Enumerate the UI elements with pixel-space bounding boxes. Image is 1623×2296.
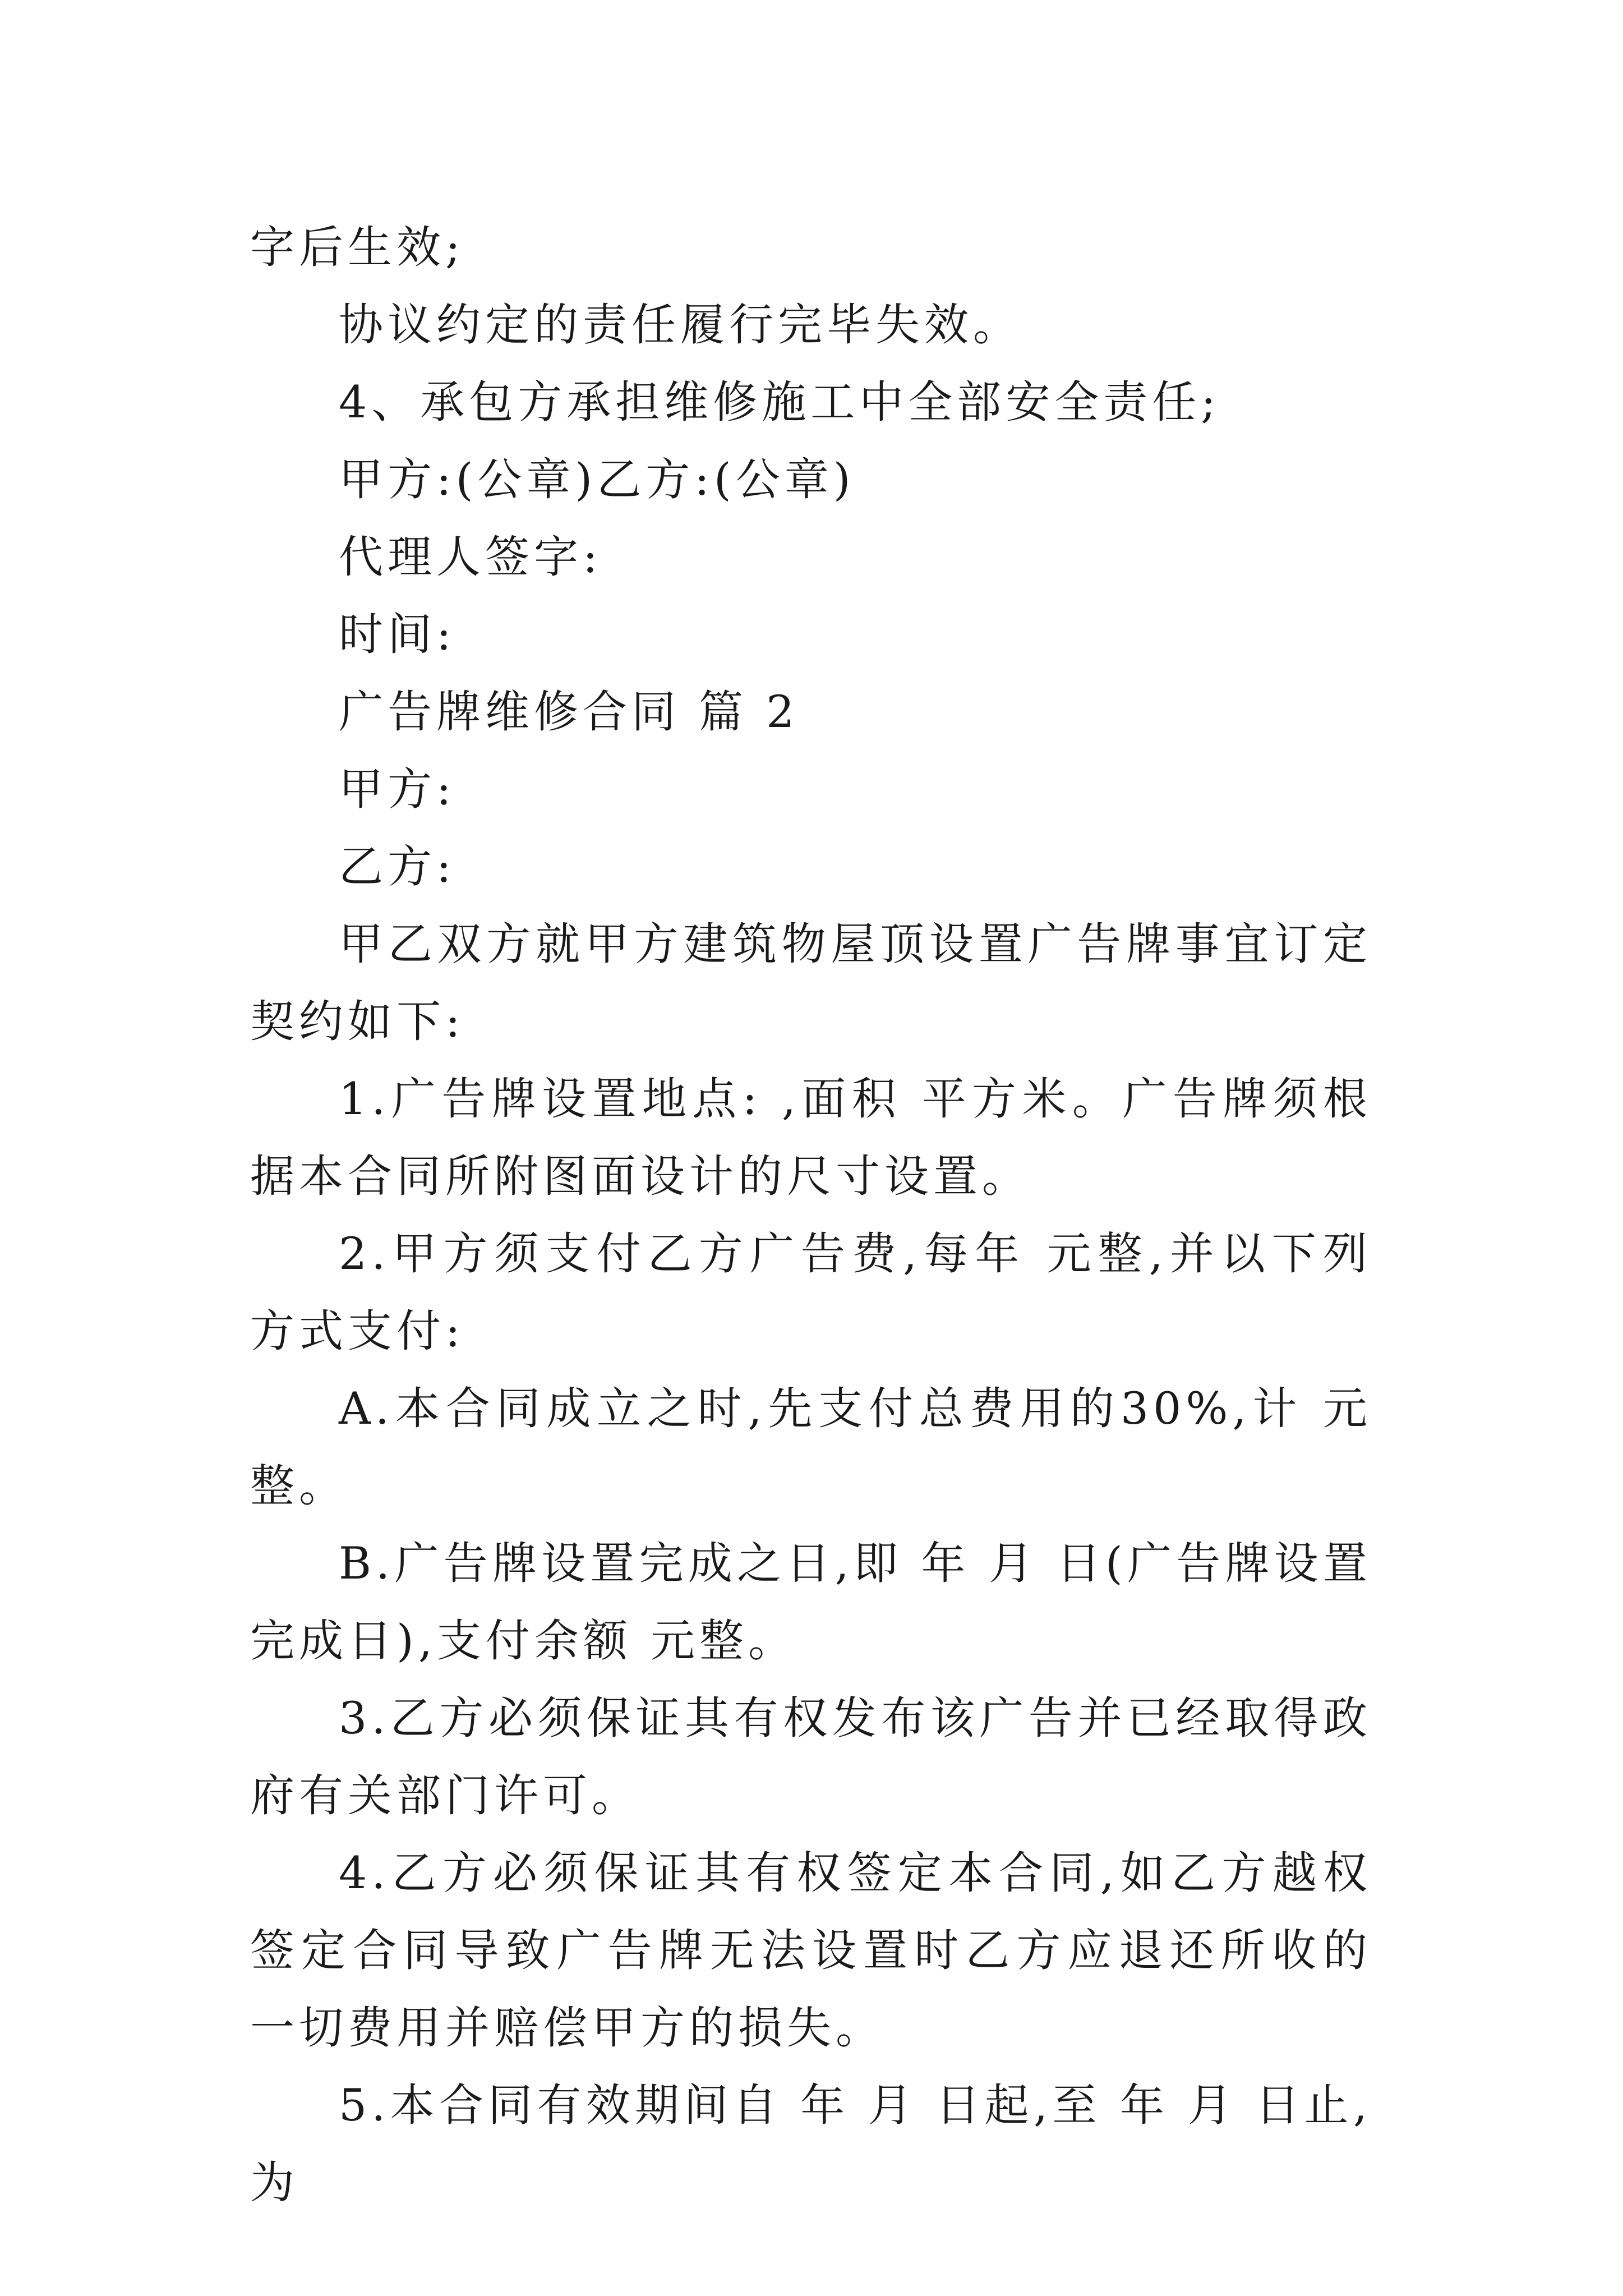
clause-5: 5.本合同有效期间自 年 月 日起,至 年 月 日止,为 [250,2079,1372,2208]
agent-signature-line: 代理人签字: [339,531,602,583]
signature-parties-line: 甲方:(公章)乙方:(公章) [339,454,855,505]
paragraph: 甲乙双方就甲方建筑物屋顶设置广告牌事宜订定契约如下: [250,918,1372,1047]
paragraph: 4、承包方承担维修施工中全部安全责任; [339,376,1220,428]
party-a-line: 甲方: [339,763,456,815]
clause-4: 4.乙方必须保证其有权签定本合同,如乙方越权签定合同导致广告牌无法设置时乙方应退还所收的一切费用并赔偿甲方的损失。 [250,1847,1372,2054]
date-line: 时间: [339,609,456,660]
paragraph: 协议约定的责任履行完毕失效。 [339,299,1022,351]
paragraph: 字后生效; [250,222,465,273]
clause-2: 2.甲方须支付乙方广告费,每年 元整,并以下列方式支付: [250,1228,1372,1357]
party-b-line: 乙方: [339,841,456,892]
clause-2b: B.广告牌设置完成之日,即 年 月 日(广告牌设置完成日),支付余额 元整。 [250,1538,1372,1667]
clause-3: 3.乙方必须保证其有权发布该广告并已经取得政府有关部门许可。 [250,1692,1372,1821]
document-body [250,209,1372,2221]
clause-2a: A.本合同成立之时,先支付总费用的30%,计 元整。 [250,1383,1372,1512]
section-heading: 广告牌维修合同 篇 2 [339,686,799,738]
clause-1: 1.广告牌设置地点: ,面积 平方米。广告牌须根据本合同所附图面设计的尺寸设置。 [250,1073,1372,1202]
